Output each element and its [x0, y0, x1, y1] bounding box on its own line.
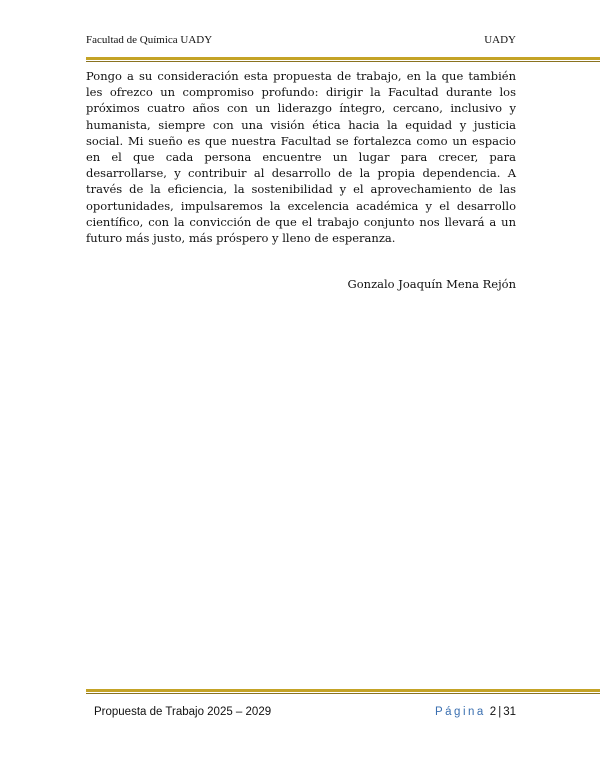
body-paragraph: Pongo a su consideración esta propuesta de trabajo, en la que también les ofrezco un compromiso profundo: dirigir la Facultad durante los próximos cuatro años con un liderazgo íntegro, cercano, inclusivo y humanista, siempre con una visión ética hacia la equidad y justicia social. Mi sueño es que nuestra Facultad se fortalezca como un espacio en el que cada persona encuentre un lugar para crecer, para desarrollarse, y contribuir al desarrollo de la propia dependencia. A través de la eficiencia, la sostenibilidad y el aprovechamiento de las oportunidades, impulsaremos la excelencia académica y el desarrollo científico, con la convicción de que el trabajo conjunto nos llevará a un futuro más justo, más próspero y lleno de esperanza. — [86, 69, 516, 246]
header-rule-thick — [86, 57, 600, 60]
header-rule-thin — [86, 61, 600, 62]
page-header — [86, 34, 516, 50]
footer-rule-thick — [86, 689, 600, 692]
footer-rule-thin — [86, 693, 600, 694]
footer-page-word: Página — [434, 706, 486, 718]
signature-name: Gonzalo Joaquín Mena Rejón — [347, 277, 516, 291]
footer-total-pages: 31 — [503, 706, 516, 718]
page-footer — [94, 706, 516, 724]
footer-page-number: 2 — [489, 706, 497, 718]
footer-document-title: Propuesta de Trabajo 2025 – 2029 — [94, 706, 272, 718]
header-short-name: UADY — [484, 34, 516, 46]
footer-page-separator: | — [498, 706, 502, 718]
footer-page-indicator — [435, 706, 516, 718]
header-institution: Facultad de Química UADY — [86, 34, 213, 46]
